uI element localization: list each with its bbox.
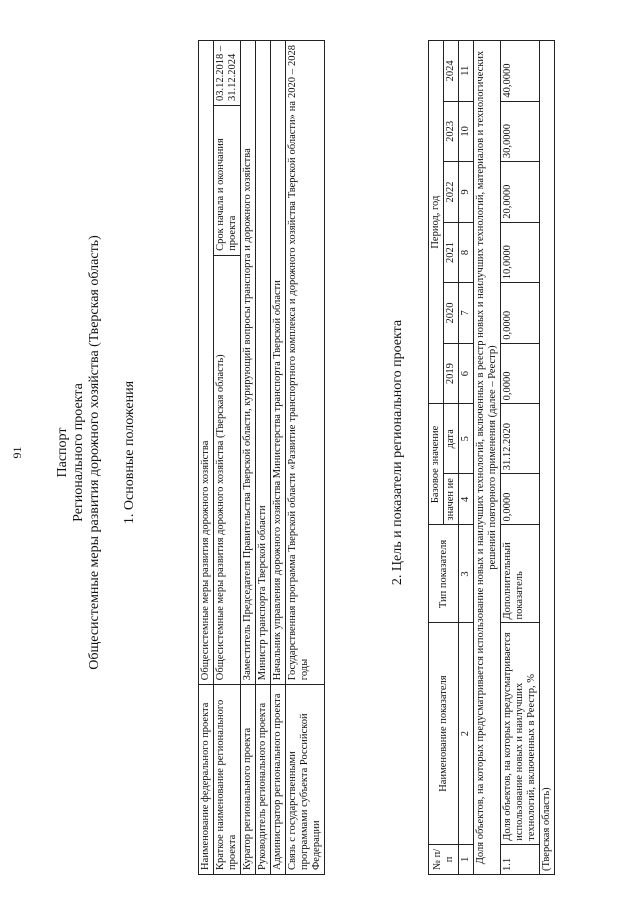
term-label: Срок начала и окончания проекта: [214, 106, 241, 256]
row-value: Начальник управления дорожного хозяйства Министерства транспорта Тверской области: [271, 41, 286, 685]
table-row: [501, 41, 540, 875]
indicator-type: Дополнительный показатель: [501, 525, 540, 623]
col-number: 1: [459, 844, 474, 874]
title-line-1: Паспорт: [55, 427, 70, 478]
region-label: (Тверская область): [540, 41, 555, 875]
table-row: [286, 41, 325, 875]
col-number: 8: [459, 222, 474, 283]
table-row: [256, 41, 271, 875]
row-value: Государственная программа Тверской области «Развитие транспортного комплекса и дорожного хозяйства Тверской области» на 2020 – 2028 годы: [286, 41, 325, 685]
col-period-header: Период, год: [429, 41, 444, 404]
col-number: 4: [459, 474, 474, 525]
col-number: 6: [459, 343, 474, 404]
indicators-table: [428, 40, 555, 875]
indicator-num: 1.1: [501, 844, 540, 874]
col-number: 2: [459, 623, 474, 844]
table-row: [214, 41, 241, 875]
term-value: 03.12.2018 – 31.12.2024: [214, 41, 241, 106]
row-label: Связь с государственными программами субъекта Российской Федерации: [286, 685, 325, 875]
page-number: 91: [10, 446, 24, 459]
indicator-value-2023: 30,0000: [501, 101, 540, 162]
row-label: Администратор регионального проекта: [271, 685, 286, 875]
column-numbers-row: [459, 41, 474, 875]
title-line-3: Общесистемные меры развития дорожного хозяйства (Тверская область): [87, 235, 102, 670]
year-2023: 2023: [444, 101, 459, 162]
indicator-value-2021: 10,0000: [501, 222, 540, 283]
row-label: Руководитель регионального проекта: [256, 685, 271, 875]
title-line-2: Регионального проекта: [71, 383, 86, 522]
col-type-header: Тип показателя: [429, 525, 459, 623]
year-2021: 2021: [444, 222, 459, 283]
col-number: 10: [459, 101, 474, 162]
goal-text: Доля объектов, на которых предусматривается использование новых и наилучших технологий, включенных в реестр новых и наилучших технологий, материалов и технологических решений повторного применения (далее – Реестр): [474, 41, 501, 875]
indicator-base-value: 0,0000: [501, 474, 540, 525]
col-number: 7: [459, 283, 474, 344]
header-row: [429, 41, 444, 875]
table-row: [271, 41, 286, 875]
year-2022: 2022: [444, 162, 459, 223]
year-2019: 2019: [444, 343, 459, 404]
base-date-header: дата: [444, 404, 459, 474]
col-number: 5: [459, 404, 474, 474]
indicator-value-2024: 40,0000: [501, 41, 540, 102]
table-row: [241, 41, 256, 875]
basics-table: [198, 40, 325, 875]
indicator-value-2019: 0,0000: [501, 343, 540, 404]
indicator-value-2020: 0,0000: [501, 283, 540, 344]
table-row: [199, 41, 214, 875]
col-number: 3: [459, 525, 474, 623]
col-number: 9: [459, 162, 474, 223]
row-value: Заместитель Председателя Правительства Тверской области, курирующий вопросы транспорта и дорожного хозяйства: [241, 41, 256, 685]
row-label: Краткое наименование регионального проекта: [214, 685, 241, 875]
doc-title: [55, 0, 103, 905]
year-2020: 2020: [444, 283, 459, 344]
col-num-header: № п/п: [429, 844, 459, 874]
goal-row: [474, 41, 501, 875]
base-value-header: значен ие: [444, 474, 459, 525]
col-number: 11: [459, 41, 474, 102]
section-2-heading: 2. Цель и показатели регионального проекта: [390, 319, 405, 586]
indicator-name: Доля объектов, на которых предусматривается использование новых и наилучших технологий, включенных в Реестр, %: [501, 623, 540, 844]
year-2024: 2024: [444, 41, 459, 102]
row-label: Куратор регионального проекта: [241, 685, 256, 875]
section-1-heading: 1. Основные положения: [122, 380, 137, 525]
region-row: [540, 41, 555, 875]
indicator-base-date: 31.12.2020: [501, 404, 540, 474]
row-label: Наименование федерального проекта: [199, 685, 214, 875]
row-value: Общесистемные меры развития дорожного хозяйства (Тверская область): [214, 255, 241, 684]
indicator-value-2022: 20,0000: [501, 162, 540, 223]
row-value: Министр транспорта Тверской области: [256, 41, 271, 685]
col-name-header: Наименование показателя: [429, 623, 459, 844]
row-value: Общесистемные меры развития дорожного хозяйства: [199, 41, 214, 685]
col-base-header: Базовое значение: [429, 404, 444, 525]
